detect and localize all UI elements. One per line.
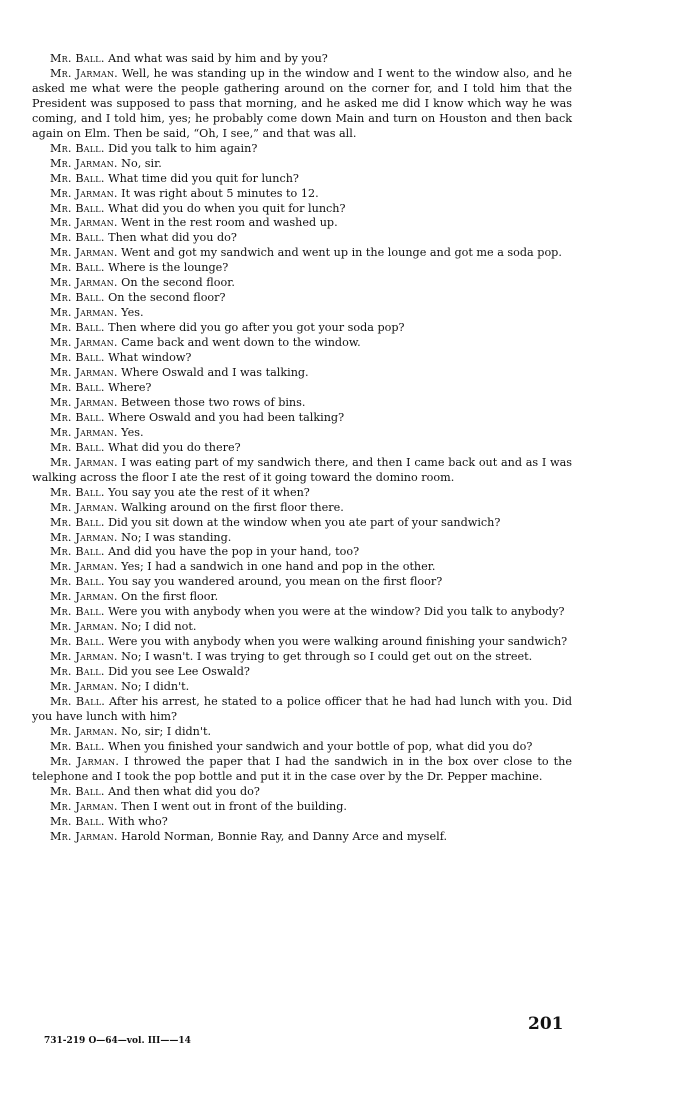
testimony-text: Did you see Lee Oswald?	[108, 665, 250, 679]
testimony-paragraph	[32, 456, 572, 486]
speaker-name: Mr. Ball.	[50, 694, 106, 708]
speaker-name: Mr. Jarman.	[50, 366, 118, 380]
speaker-name: Mr. Ball.	[50, 410, 105, 424]
speaker-name: Mr. Ball.	[50, 739, 105, 753]
speaker-name: Mr. Ball.	[50, 485, 105, 499]
testimony-text: Were you with anybody when you were walking around finishing your sandwich?	[108, 635, 568, 649]
testimony-text: Were you with anybody when you were at the window? Did you talk to anybody?	[108, 605, 565, 619]
testimony-text: You say you ate the rest of it when?	[108, 485, 310, 499]
testimony-text: Came back and went down to the window.	[121, 336, 361, 350]
speaker-name: Mr. Jarman.	[50, 306, 118, 320]
testimony-paragraph	[32, 785, 572, 800]
testimony-text: Did you talk to him again?	[108, 141, 258, 155]
testimony-paragraph	[32, 815, 572, 830]
testimony-text: Between those two rows of bins.	[121, 395, 306, 409]
speaker-name: Mr. Ball.	[50, 545, 105, 559]
testimony-paragraph	[32, 590, 572, 605]
speaker-name: Mr. Ball.	[50, 380, 105, 394]
speaker-name: Mr. Ball.	[50, 201, 105, 215]
testimony-text: I throwed the paper that I had the sandwich in in the box over close to the telephone and I took the pop bottle and put it in the case over by the Dr. Pepper machine.	[32, 754, 572, 783]
testimony-text: Did you sit down at the window when you ate part of your sandwich?	[108, 515, 501, 529]
testimony-paragraph	[32, 306, 572, 321]
speaker-name: Mr. Jarman.	[50, 156, 118, 170]
speaker-name: Mr. Jarman.	[50, 246, 118, 260]
speaker-name: Mr. Jarman.	[50, 590, 118, 604]
speaker-name: Mr. Jarman.	[50, 186, 118, 200]
testimony-paragraph	[32, 231, 572, 246]
testimony-paragraph	[32, 336, 572, 351]
speaker-name: Mr. Ball.	[50, 575, 105, 589]
speaker-name: Mr. Jarman.	[50, 829, 118, 843]
testimony-paragraph	[32, 246, 572, 261]
testimony-paragraph	[32, 441, 572, 456]
speaker-name: Mr. Jarman.	[50, 680, 118, 694]
testimony-paragraph	[32, 830, 572, 845]
testimony-paragraph	[32, 142, 572, 157]
testimony-paragraph	[32, 635, 572, 650]
transcript-body	[32, 52, 572, 845]
testimony-paragraph	[32, 680, 572, 695]
speaker-name: Mr. Ball.	[50, 171, 105, 185]
testimony-text: Where is the lounge?	[108, 261, 229, 275]
testimony-paragraph	[32, 216, 572, 231]
testimony-paragraph	[32, 695, 572, 725]
testimony-text: Harold Norman, Bonnie Ray, and Danny Arce and myself.	[121, 829, 448, 843]
testimony-text: I was eating part of my sandwich there, and then I came back out and as I was walking across the floor I ate the rest of it going toward the domino room.	[32, 455, 573, 484]
testimony-text: Then I went out in front of the building.	[121, 799, 347, 813]
speaker-name: Mr. Jarman.	[50, 560, 118, 574]
testimony-text: Where Oswald and I was talking.	[121, 366, 309, 380]
page-number: 201	[528, 1014, 564, 1034]
speaker-name: Mr. Ball.	[50, 351, 105, 365]
testimony-text: Walking around on the first floor there.	[121, 500, 344, 514]
speaker-name: Mr. Jarman.	[50, 276, 118, 290]
speaker-name: Mr. Ball.	[50, 665, 105, 679]
testimony-paragraph	[32, 276, 572, 291]
testimony-paragraph	[32, 725, 572, 740]
testimony-text: No; I did not.	[121, 620, 197, 634]
speaker-name: Mr. Ball.	[50, 814, 105, 828]
testimony-paragraph	[32, 172, 572, 187]
testimony-text: No; I was standing.	[121, 530, 232, 544]
testimony-text: No; I wasn't. I was trying to get through so I could get out on the street.	[121, 650, 533, 664]
print-code: 731-219 O—64—vol. III——14	[44, 1036, 191, 1046]
speaker-name: Mr. Jarman.	[50, 216, 118, 230]
testimony-text: Yes; I had a sandwich in one hand and pop in the other.	[121, 560, 436, 574]
testimony-paragraph	[32, 261, 572, 276]
testimony-text: After his arrest, he stated to a police officer that he had had lunch with you. Did you have lunch with him?	[32, 694, 572, 723]
speaker-name: Mr. Jarman.	[50, 530, 118, 544]
testimony-paragraph	[32, 426, 572, 441]
testimony-paragraph	[32, 740, 572, 755]
testimony-paragraph	[32, 202, 572, 217]
testimony-paragraph	[32, 351, 572, 366]
speaker-name: Mr. Ball.	[50, 261, 105, 275]
speaker-name: Mr. Ball.	[50, 635, 105, 649]
speaker-name: Mr. Jarman.	[50, 455, 118, 469]
testimony-paragraph	[32, 560, 572, 575]
testimony-text: Yes.	[121, 306, 144, 320]
speaker-name: Mr. Jarman.	[50, 66, 118, 80]
speaker-name: Mr. Jarman.	[50, 799, 118, 813]
testimony-text: And did you have the pop in your hand, too?	[108, 545, 360, 559]
testimony-paragraph	[32, 486, 572, 501]
testimony-paragraph	[32, 396, 572, 411]
testimony-text: When you finished your sandwich and your bottle of pop, what did you do?	[108, 739, 533, 753]
testimony-paragraph	[32, 665, 572, 680]
testimony-paragraph	[32, 52, 572, 67]
testimony-text: You say you wandered around, you mean on the first floor?	[108, 575, 443, 589]
testimony-paragraph	[32, 605, 572, 620]
testimony-paragraph	[32, 516, 572, 531]
speaker-name: Mr. Jarman.	[50, 500, 118, 514]
testimony-paragraph	[32, 575, 572, 590]
speaker-name: Mr. Jarman.	[50, 724, 118, 738]
testimony-text: No, sir.	[121, 156, 162, 170]
testimony-paragraph	[32, 531, 572, 546]
testimony-text: With who?	[108, 814, 168, 828]
testimony-text: What time did you quit for lunch?	[108, 171, 299, 185]
speaker-name: Mr. Jarman.	[50, 425, 118, 439]
testimony-text: On the first floor.	[121, 590, 219, 604]
testimony-paragraph	[32, 187, 572, 202]
speaker-name: Mr. Jarman.	[50, 650, 118, 664]
testimony-text: And then what did you do?	[108, 784, 260, 798]
testimony-paragraph	[32, 381, 572, 396]
testimony-paragraph	[32, 366, 572, 381]
testimony-paragraph	[32, 545, 572, 560]
testimony-text: What window?	[108, 351, 192, 365]
testimony-paragraph	[32, 411, 572, 426]
testimony-text: Where?	[108, 380, 152, 394]
testimony-paragraph	[32, 755, 572, 785]
testimony-text: On the second floor.	[121, 276, 235, 290]
testimony-text: Where Oswald and you had been talking?	[108, 410, 345, 424]
speaker-name: Mr. Ball.	[50, 52, 105, 65]
testimony-text: And what was said by him and by you?	[108, 52, 328, 65]
testimony-paragraph	[32, 157, 572, 172]
testimony-text: Went in the rest room and washed up.	[121, 216, 338, 230]
speaker-name: Mr. Ball.	[50, 440, 105, 454]
testimony-text: Well, he was standing up in the window and I went to the window also, and he asked me what were the people gathering around on the corner for, and I told him that the President was supposed to pass that morning, and he asked me did I know which way he was coming, and I told him, yes; he probably come down Main and turn on Houston and then back again on Elm. Then be said, “Oh, I see,” and that was all.	[32, 66, 573, 140]
speaker-name: Mr. Ball.	[50, 321, 105, 335]
testimony-text: What did you do there?	[108, 440, 241, 454]
testimony-text: Then where did you go after you got your soda pop?	[108, 321, 405, 335]
testimony-paragraph	[32, 291, 572, 306]
testimony-text: No; I didn't.	[121, 680, 190, 694]
testimony-paragraph	[32, 620, 572, 635]
speaker-name: Mr. Ball.	[50, 291, 105, 305]
speaker-name: Mr. Ball.	[50, 605, 105, 619]
testimony-text: It was right about 5 minutes to 12.	[121, 186, 319, 200]
testimony-paragraph	[32, 650, 572, 665]
testimony-text: Yes.	[121, 425, 144, 439]
testimony-paragraph	[32, 501, 572, 516]
testimony-paragraph	[32, 800, 572, 815]
testimony-text: Then what did you do?	[108, 231, 237, 245]
testimony-text: What did you do when you quit for lunch?	[108, 201, 346, 215]
testimony-paragraph	[32, 67, 572, 142]
testimony-text: On the second floor?	[108, 291, 226, 305]
speaker-name: Mr. Jarman.	[50, 336, 118, 350]
testimony-text: Went and got my sandwich and went up in the lounge and got me a soda pop.	[121, 246, 562, 260]
speaker-name: Mr. Jarman.	[50, 395, 118, 409]
testimony-paragraph	[32, 321, 572, 336]
speaker-name: Mr. Ball.	[50, 515, 105, 529]
speaker-name: Mr. Ball.	[50, 784, 105, 798]
speaker-name: Mr. Jarman.	[50, 620, 118, 634]
testimony-text: No, sir; I didn't.	[121, 724, 212, 738]
speaker-name: Mr. Ball.	[50, 231, 105, 245]
speaker-name: Mr. Ball.	[50, 141, 105, 155]
speaker-name: Mr. Jarman.	[50, 754, 120, 768]
